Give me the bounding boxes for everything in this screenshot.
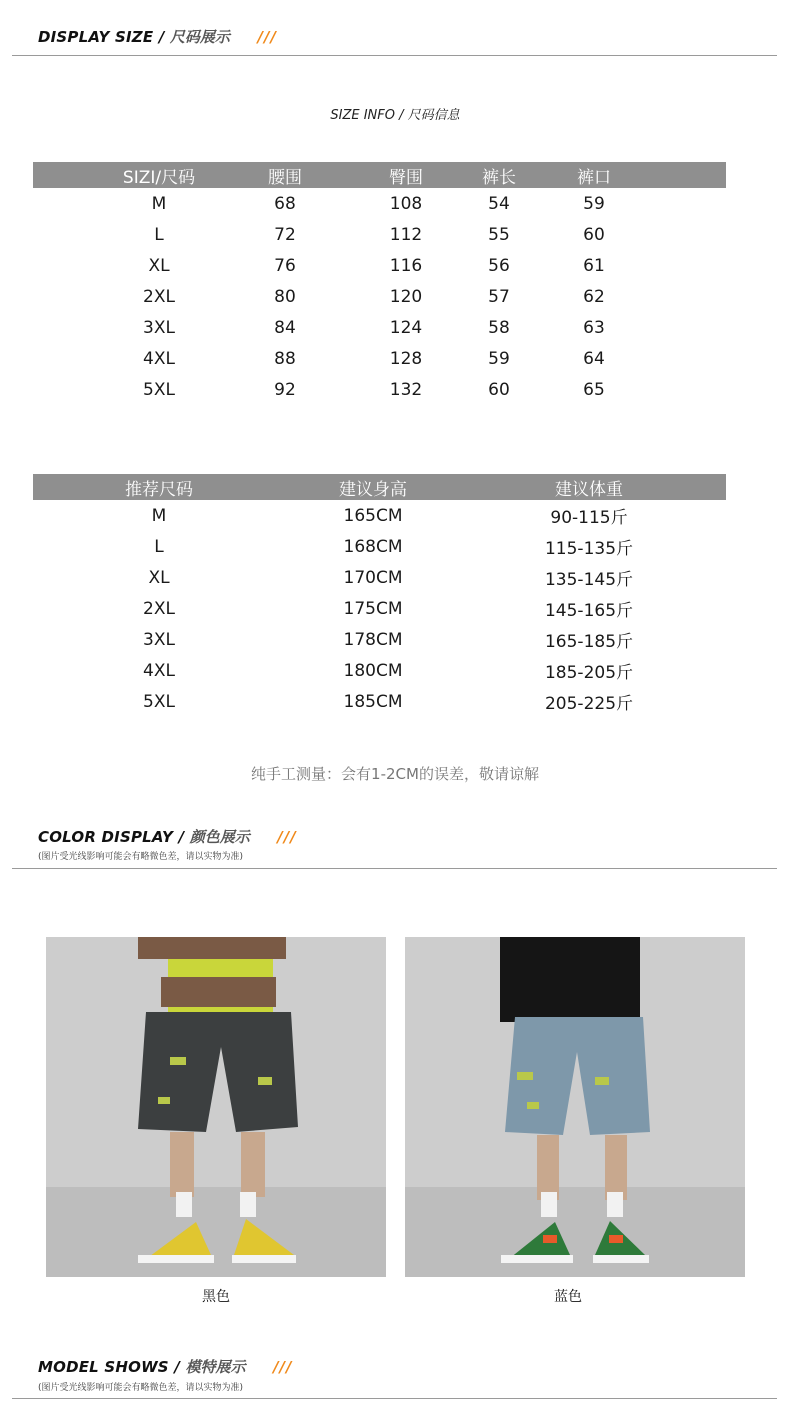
size-table-cell: 3XL	[143, 317, 175, 338]
product-photo-black	[46, 937, 386, 1277]
size-table-header	[33, 162, 726, 188]
size-table-cell: 60	[488, 379, 510, 400]
header-cell-leg-opening: 裤口	[577, 167, 611, 188]
model-shows-title-zh: 模特展示	[185, 1358, 246, 1376]
accent-slashes: ///	[257, 28, 277, 46]
recommendation-table-cell: 185CM	[343, 691, 403, 712]
model-shows-heading	[38, 1356, 293, 1377]
size-table-cell: 59	[488, 348, 510, 369]
color-display-title: COLOR DISPLAY	[38, 828, 174, 846]
recommendation-table-cell: 2XL	[143, 598, 175, 619]
measurement-note: 纯手工测量：会有1-2CM的误差，敬请谅解	[251, 765, 539, 783]
recommendation-table-row	[33, 686, 726, 717]
size-table-row	[33, 219, 726, 250]
recommendation-table-cell: 178CM	[343, 629, 403, 650]
recommendation-table-cell: L	[154, 536, 164, 557]
size-table-cell: 4XL	[143, 348, 175, 369]
caption-blue: 蓝色	[554, 1289, 582, 1305]
size-table-cell: L	[154, 224, 164, 245]
size-table-cell: 54	[488, 193, 510, 214]
recommendation-table-row	[33, 655, 726, 686]
size-table-cell: 92	[274, 379, 296, 400]
model-disclaimer: (图片受光线影响可能会有略微色差，请以实物为准)	[38, 1383, 244, 1393]
size-table-cell: 65	[583, 379, 605, 400]
recommendation-table-cell: 3XL	[143, 629, 175, 650]
heading-separator: /	[178, 828, 185, 846]
recommendation-table-row	[33, 624, 726, 655]
size-table-body	[33, 188, 726, 405]
size-table-cell: 56	[488, 255, 510, 276]
display-size-title: DISPLAY SIZE	[38, 28, 154, 46]
recommendation-table-cell: 165CM	[343, 505, 403, 526]
recommendation-table-body	[33, 500, 726, 717]
header-cell-size: SIZI/尺码	[122, 167, 196, 188]
size-table-cell: 112	[389, 224, 423, 245]
divider	[12, 868, 777, 869]
recommendation-table-cell: 180CM	[343, 660, 403, 681]
recommendation-table-cell: 165-185斤	[544, 632, 634, 652]
size-table-cell: 58	[488, 317, 510, 338]
recommendation-table-row	[33, 593, 726, 624]
recommendation-table-cell: 205-225斤	[544, 694, 634, 714]
caption-black: 黑色	[202, 1289, 230, 1305]
blue-shorts-illustration	[405, 937, 745, 1277]
header-cell-length: 裤长	[482, 167, 516, 188]
size-table-cell: 57	[488, 286, 510, 307]
recommendation-table-row	[33, 500, 726, 531]
recommendation-table-cell: 135-145斤	[544, 570, 634, 590]
display-size-heading	[38, 26, 277, 47]
header-cell-hip: 臀围	[389, 167, 423, 188]
recommendation-table-cell: 5XL	[143, 691, 175, 712]
header-cell-height: 建议身高	[339, 479, 407, 500]
size-table-cell: XL	[148, 255, 170, 276]
display-size-title-zh: 尺码展示	[169, 28, 230, 46]
size-table-cell: 124	[389, 317, 423, 338]
product-photo-blue	[405, 937, 745, 1277]
size-table-cell: 116	[389, 255, 423, 276]
size-table-cell: 2XL	[143, 286, 175, 307]
size-table-row	[33, 188, 726, 219]
size-table-cell: 132	[389, 379, 423, 400]
size-table-cell: 59	[583, 193, 605, 214]
size-table-cell: 55	[488, 224, 510, 245]
size-table-cell: 88	[274, 348, 296, 369]
size-table-cell: 76	[274, 255, 296, 276]
recommendation-table-cell: 168CM	[343, 536, 403, 557]
size-info-label: SIZE INFO / 尺码信息	[330, 108, 460, 123]
recommendation-table-header	[33, 474, 726, 500]
heading-separator: /	[174, 1358, 180, 1376]
heading-separator: /	[158, 28, 165, 46]
size-table-cell: 5XL	[143, 379, 175, 400]
size-table-cell: 60	[583, 224, 605, 245]
black-shorts-illustration	[46, 937, 386, 1277]
size-table-row	[33, 281, 726, 312]
recommendation-table-cell: 170CM	[343, 567, 403, 588]
size-table-cell: 108	[389, 193, 423, 214]
header-cell-rec-size: 推荐尺码	[125, 479, 193, 500]
size-table-row	[33, 250, 726, 281]
divider	[12, 1398, 777, 1399]
recommendation-table-cell: 175CM	[343, 598, 403, 619]
size-table-cell: 61	[583, 255, 605, 276]
size-table-cell: 120	[389, 286, 423, 307]
size-table-cell: 62	[583, 286, 605, 307]
accent-slashes: ///	[273, 1358, 293, 1376]
color-display-title-zh: 颜色展示	[189, 828, 250, 846]
recommendation-table-row	[33, 531, 726, 562]
recommendation-table-cell: XL	[148, 567, 170, 588]
size-table-cell: 68	[274, 193, 296, 214]
size-table-cell: 72	[274, 224, 296, 245]
recommendation-table-cell: 185-205斤	[544, 663, 634, 683]
size-table-cell: 84	[274, 317, 296, 338]
accent-slashes: ///	[277, 828, 297, 846]
header-cell-waist: 腰围	[268, 167, 302, 188]
color-disclaimer: (图片受光线影响可能会有略微色差，请以实物为准)	[38, 852, 244, 862]
divider	[12, 55, 777, 56]
recommendation-table	[33, 474, 726, 717]
model-shows-title: MODEL SHOWS	[38, 1358, 169, 1376]
recommendation-table-cell: 115-135斤	[544, 539, 634, 559]
size-table-row	[33, 374, 726, 405]
color-display-heading	[38, 826, 297, 847]
size-table-cell: 80	[274, 286, 296, 307]
recommendation-table-cell: 90-115斤	[550, 508, 628, 528]
size-table	[33, 162, 726, 405]
recommendation-table-row	[33, 562, 726, 593]
size-table-cell: 128	[389, 348, 423, 369]
header-cell-weight: 建议体重	[555, 479, 623, 500]
size-table-row	[33, 343, 726, 374]
recommendation-table-cell: 145-165斤	[544, 601, 634, 621]
recommendation-table-cell: M	[151, 505, 167, 526]
recommendation-table-cell: 4XL	[143, 660, 175, 681]
size-table-cell: 64	[583, 348, 605, 369]
size-table-cell: M	[151, 193, 167, 214]
size-table-cell: 63	[583, 317, 605, 338]
size-table-row	[33, 312, 726, 343]
